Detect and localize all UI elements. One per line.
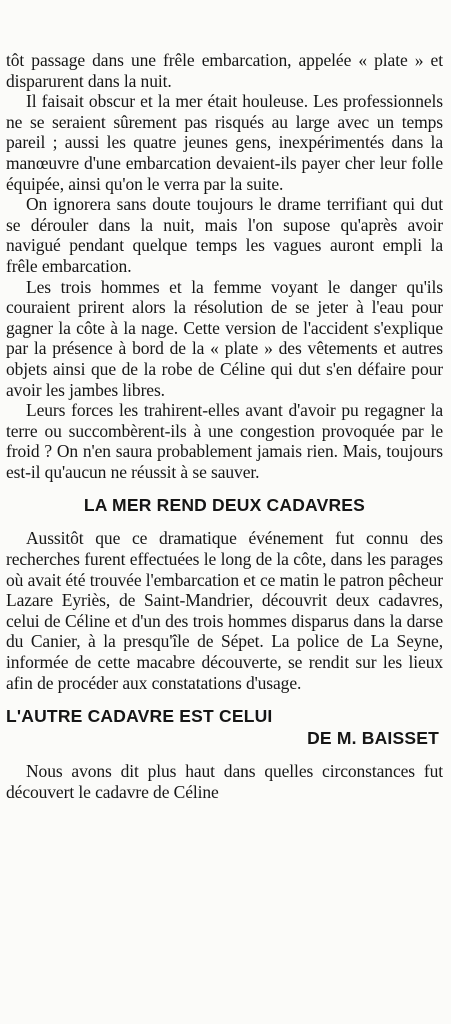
article-paragraph: tôt passage dans une frêle embarcation, appelée « plate » et disparurent dans la nuit. <box>6 50 443 91</box>
section-heading-block <box>6 494 443 516</box>
article-paragraph: On ignorera sans doute toujours le drame terrifiant qui dut se dérouler dans la nuit, mais l'on supose qu'après avoir navigué pendant quelque temps les vagues auront empli la frêle embarcation. <box>6 194 443 276</box>
section-heading-block <box>6 705 443 749</box>
article-paragraph: Les trois hommes et la femme voyant le danger qu'ils couraient prirent alors la résolution de se jeter à l'eau pour gagner la côte à la nage. Cette version de l'accident s'explique par la présence à bord de la « plate » des vêtements et autres objets ainsi que de la robe de Céline qui dut s'en défaire pour avoir les jambes libres. <box>6 276 443 400</box>
article-paragraph: Leurs forces les trahirent-elles avant d'avoir pu regagner la terre ou succombèrent-ils à une congestion provoquée par le froid ? On n'en saura probablement jamais rien. Mais, toujours est-il qu'aucun ne réussit à se sauver. <box>6 400 443 482</box>
section-heading-line-1: L'AUTRE CADAVRE EST CELUI <box>6 706 273 727</box>
article-paragraph: Nous avons dit plus haut dans quelles circonstances fut découvert le cadavre de Céline <box>6 761 443 802</box>
section-heading: LA MER REND DEUX CADAVRES <box>83 495 366 516</box>
article-column <box>6 50 443 802</box>
article-paragraph: Aussitôt que ce dramatique événement fut connu des recherches furent effectuées le long de la côte, dans les parages où avait été trouvée l'embarcation et ce matin le patron pêcheur Lazare Eyriès, de Saint-Mandrier, découvrit deux cadavres, celui de Céline et d'un des trois hommes disparus dans la darse du Canier, à la presqu'île de Sépet. La police de La Seyne, informée de cette macabre découverte, se rendit sur les lieux afin de procéder aux constatations d'usage. <box>6 528 443 693</box>
article-paragraph: Il faisait obscur et la mer était houleuse. Les professionnels ne se seraient sûrement pas risqués au large avec un temps pareil ; aussi les quatre jeunes gens, inexpérimentés dans la manœuvre d'une embarcation devaient-ils payer cher leur folle équipée, ainsi qu'on le verra par la suite. <box>6 91 443 194</box>
section-heading-line-2: DE M. BAISSET <box>307 728 439 749</box>
